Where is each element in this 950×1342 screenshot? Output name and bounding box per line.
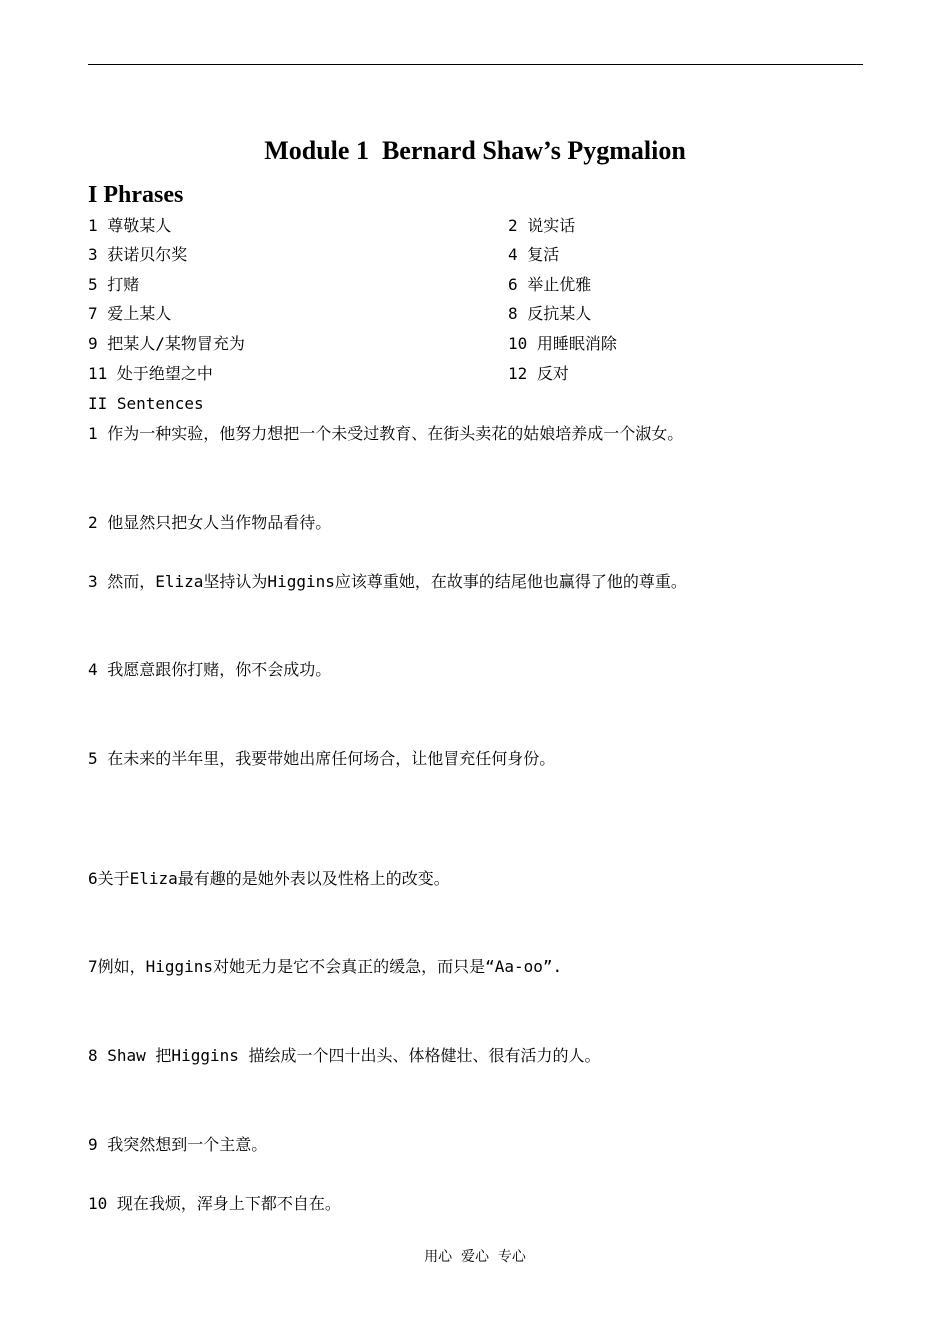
phrase-item: 9 把某人/某物冒充为 (88, 334, 245, 353)
sentence-item: 8 Shaw 把Higgins 描绘成一个四十出头、体格健壮、很有活力的人。 (88, 1046, 601, 1065)
sentence-item: 2 他显然只把女人当作物品看待。 (88, 513, 332, 532)
sentence-item: 3 然而，Eliza坚持认为Higgins应该尊重她，在故事的结尾他也赢得了他的尊重。 (88, 572, 687, 591)
sentence-item: 7例如，Higgins对她无力是它不会真正的缓急，而只是“Aa-oo”. (88, 957, 563, 976)
page-footer: 用心 爱心 专心 (424, 1249, 526, 1265)
phrase-item: 2 说实话 (508, 216, 576, 235)
phrase-item: 6 举止优雅 (508, 275, 592, 294)
phrase-item: 3 获诺贝尔奖 (88, 245, 188, 264)
phrase-item: 10 用睡眠消除 (508, 334, 617, 353)
sentence-item: 1 作为一种实验，他努力想把一个未受过教育、在街头卖花的姑娘培养成一个淑女。 (88, 424, 684, 443)
phrase-item: 7 爱上某人 (88, 304, 172, 323)
sentence-item: 5 在未来的半年里，我要带她出席任何场合，让他冒充任何身份。 (88, 749, 556, 768)
phrases-heading: I Phrases (88, 182, 184, 208)
phrase-item: 8 反抗某人 (508, 304, 592, 323)
page-title: Module 1 Bernard Shaw’s Pygmalion (264, 136, 686, 165)
sentence-item: 9 我突然想到一个主意。 (88, 1135, 268, 1154)
header-rule (88, 64, 863, 65)
sentence-item: 4 我愿意跟你打赌，你不会成功。 (88, 660, 332, 679)
sentence-item: 6关于Eliza最有趣的是她外表以及性格上的改变。 (88, 869, 450, 888)
phrase-item: 5 打赌 (88, 275, 140, 294)
sentences-heading: II Sentences (88, 394, 204, 413)
phrase-item: 1 尊敬某人 (88, 216, 172, 235)
phrase-item: 4 复活 (508, 245, 560, 264)
phrase-item: 12 反对 (508, 364, 569, 383)
sentence-item: 10 现在我烦，浑身上下都不自在。 (88, 1194, 341, 1213)
phrase-item: 11 处于绝望之中 (88, 364, 213, 383)
